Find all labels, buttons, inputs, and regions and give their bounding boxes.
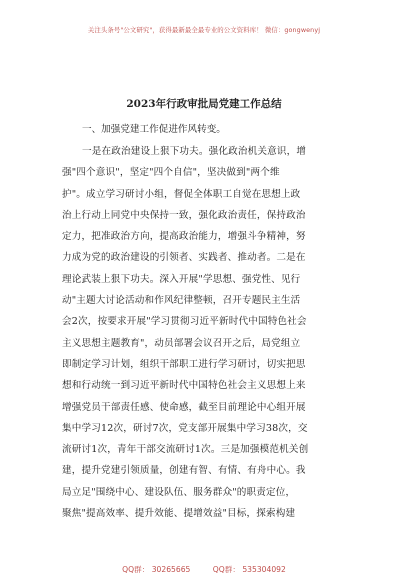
paragraph-line: 想和行动统一到习近平新时代中国特色社会主义思想上来 <box>62 380 306 392</box>
paragraph-line: 定力，把准政治方向，提高政治能力，增强斗争精神，努 <box>62 231 306 243</box>
header-banner: 关注头条号"公文研究"，获得最新最全最专业的公文资料库！ 微信：gongwenyj <box>87 26 321 34</box>
paragraph-line: 护"。成立学习研讨小组，督促全体职工自觉在思想上政 <box>62 188 301 200</box>
paragraph-line: 流研讨1次，青年干部交流研讨1次。三是加强模范机关创 <box>62 444 309 456</box>
paragraph-line: 建，提升党建引领质量，创建有智、有情、有舟中心。我 <box>62 465 306 477</box>
section-heading: 一、加强党建工作促进作风转变。 <box>82 124 226 135</box>
footer-qq-group-1: QQ群： 30265665 <box>122 565 191 574</box>
paragraph-line: 治上行动上同党中央保持一致，强化政治责任，保持政治 <box>62 209 306 221</box>
paragraph-line: 集中学习12次，研讨7次，党支部开展集中学习38次，交 <box>62 422 308 434</box>
paragraph-line: 一是在政治建设上狠下功夫。强化政治机关意识，增 <box>82 146 307 157</box>
paragraph-line: 理论武装上狠下功夫。深入开展"学思想、强党性、见行 <box>62 273 301 285</box>
paragraph-line: 局立足"围绕中心、建设队伍、服务群众"的职责定位， <box>62 486 296 498</box>
paragraph-line: 会2次，按要求开展"学习贯彻习近平新时代中国特色社会 <box>62 316 307 328</box>
paragraph-line: 主义思想主题教育"，动员部署会议召开之后，局党组立 <box>62 337 301 349</box>
paragraph-line: 力成为党的政治建设的引领者、实践者、推动者。二是在 <box>62 252 306 264</box>
footer <box>0 564 408 575</box>
document-body <box>62 123 362 524</box>
paragraph-line: 动"主题大讨论活动和作风纪律整顿，召开专题民主生活 <box>62 295 301 307</box>
document-title: 2023年行政审批局党建工作总结 <box>126 98 282 110</box>
paragraph-line: 即制定学习计划，组织干部职工进行学习研讨，切实把思 <box>62 358 306 370</box>
footer-qq-group-2: QQ群： 535304092 <box>212 565 286 574</box>
paragraph-line: 强"四个意识"，坚定"四个自信"，坚决做到"两个维 <box>62 167 280 179</box>
paragraph-line: 聚焦"提高效率、提升效能、提增效益"目标，探索构建 <box>62 508 296 520</box>
paragraph-line: 增强党员干部责任感、使命感，截至目前理论中心组开展 <box>62 401 306 413</box>
